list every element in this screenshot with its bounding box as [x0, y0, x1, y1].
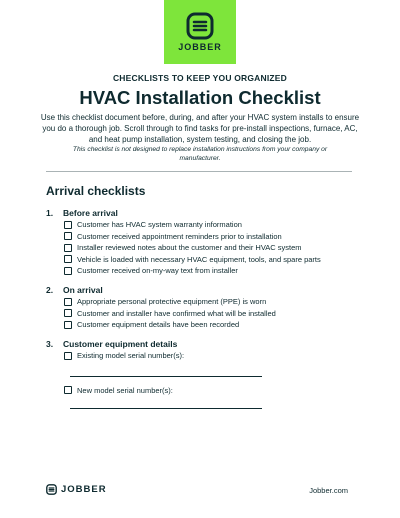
checkbox[interactable] — [64, 298, 72, 306]
group-heading — [46, 207, 356, 219]
brand-logo-tag — [164, 0, 236, 64]
checkbox[interactable] — [64, 267, 72, 275]
brand-logo-text: JOBBER — [178, 42, 222, 52]
group-title: Customer equipment details — [63, 339, 178, 349]
group-number: 2. — [46, 285, 54, 295]
group-heading — [46, 338, 356, 350]
serial-number-write-line[interactable] — [70, 408, 262, 409]
group-number: 1. — [46, 208, 54, 218]
checkbox[interactable] — [64, 244, 72, 252]
checklist-item-label: Customer has HVAC system warranty information — [77, 220, 242, 230]
checklist-item-label: New model serial number(s): — [77, 385, 173, 395]
page-title: HVAC Installation Checklist — [79, 87, 321, 108]
footer-url-link[interactable]: Jobber.com — [309, 486, 348, 495]
checklist-item — [64, 231, 356, 243]
checklist-item-label: Customer equipment details have been recorded — [77, 320, 240, 330]
checklist-group-before-arrival — [46, 207, 356, 277]
checklist-item — [64, 265, 356, 277]
checkbox[interactable] — [64, 352, 72, 360]
checklist-item — [64, 308, 356, 320]
checklist-item-label: Installer reviewed notes about the customer and their HVAC system — [77, 243, 302, 253]
group-number: 3. — [46, 339, 54, 349]
divider — [46, 171, 352, 172]
checklist-item-label: Appropriate personal protective equipment (PPE) is worn — [77, 297, 267, 307]
checklist-item-label: Customer received appointment reminders prior to installation — [77, 231, 282, 241]
checklist-item — [64, 296, 356, 308]
checklist-group-equipment-details — [46, 338, 356, 409]
checklist-item — [64, 350, 356, 362]
checklist-item-label: Vehicle is loaded with necessary HVAC equipment, tools, and spare parts — [77, 254, 321, 264]
disclaimer-note: This checklist is not designed to replace installation instructions from your company or manufacturer. — [72, 146, 328, 162]
checklist-item — [64, 319, 356, 331]
group-title: On arrival — [63, 285, 103, 295]
eyebrow-heading: CHECKLISTS TO KEEP YOU ORGANIZED — [112, 73, 288, 83]
section-title: Arrival checklists — [46, 184, 146, 198]
jobber-logo-icon — [186, 12, 214, 40]
checklist-item — [64, 219, 356, 231]
footer-logo — [46, 484, 107, 495]
group-heading — [46, 284, 356, 296]
checkbox[interactable] — [64, 221, 72, 229]
checklist-item-label: Customer and installer have confirmed what will be installed — [77, 308, 276, 318]
jobber-logo-icon — [46, 484, 57, 495]
checkbox[interactable] — [64, 386, 72, 394]
group-title: Before arrival — [63, 208, 118, 218]
checkbox[interactable] — [64, 309, 72, 317]
checklist-item-label: Existing model serial number(s): — [77, 351, 185, 361]
checkbox[interactable] — [64, 321, 72, 329]
checklist-item — [64, 254, 356, 266]
footer-brand-name: JOBBER — [61, 484, 107, 495]
checkbox[interactable] — [64, 255, 72, 263]
checklist-item — [64, 385, 356, 397]
checklist-group-on-arrival — [46, 284, 356, 331]
intro-paragraph: Use this checklist document before, during, and after your HVAC system installs to ensure you do a thorough job. Scroll through to find tasks for pre-install inspections, furnace, AC, and heat pump installation, system testing, and closing the job. — [40, 113, 360, 144]
checkbox[interactable] — [64, 232, 72, 240]
checklist-item — [64, 242, 356, 254]
checklist-item-label: Customer received on-my-way text from installer — [77, 266, 238, 276]
